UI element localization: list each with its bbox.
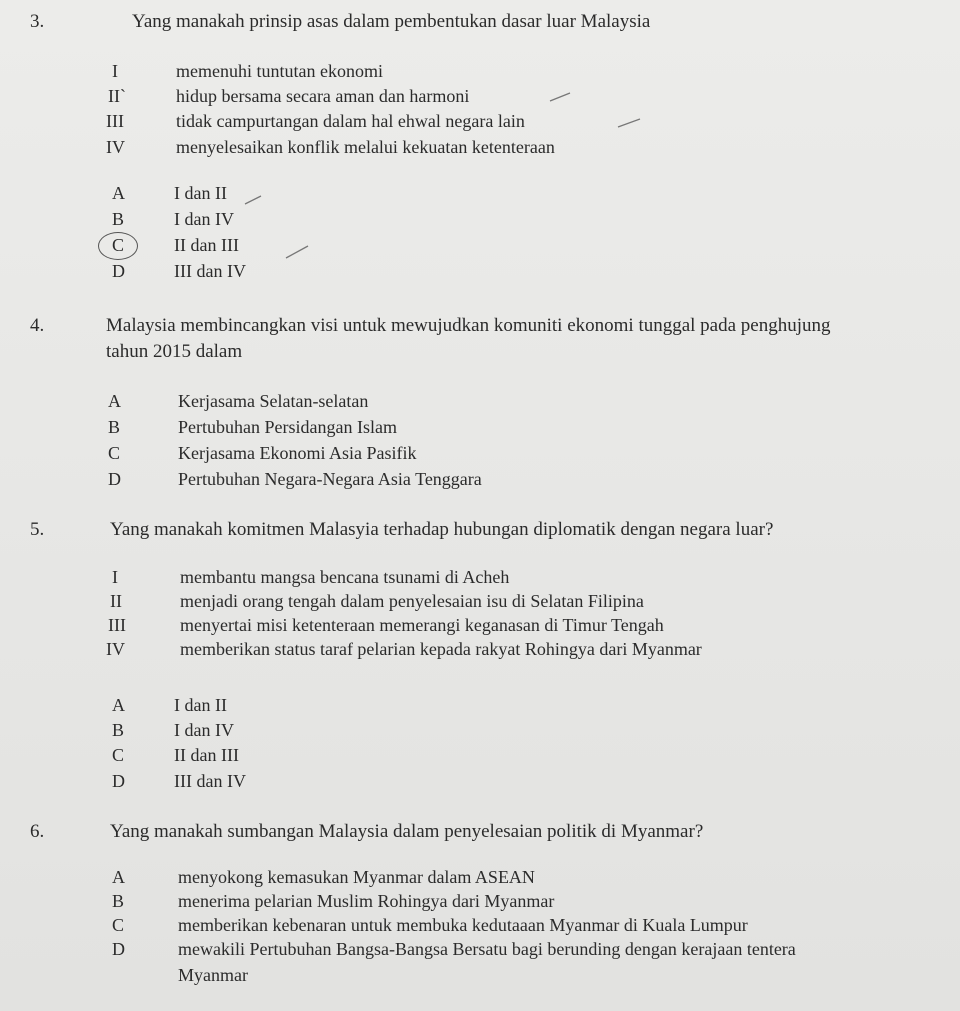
option-label: D <box>112 261 125 281</box>
statement-label: II` <box>108 86 126 106</box>
answer-circle-mark <box>98 232 138 260</box>
question-number: 6. <box>30 821 45 842</box>
option-label: D <box>108 469 121 489</box>
statement-label: I <box>112 567 118 587</box>
statement-label: I <box>112 61 118 81</box>
option-label: C <box>108 443 121 463</box>
statement-label: IV <box>106 639 125 659</box>
pencil-tick-icon <box>243 193 263 207</box>
statement-text: memberikan status taraf pelarian kepada rakyat Rohingya dari Myanmar <box>180 639 702 659</box>
option-text: II dan III <box>174 235 239 255</box>
statement-text: menyelesaikan konflik melalui kekuatan ketenteraan <box>176 137 555 157</box>
option-text: III dan IV <box>174 771 246 791</box>
option-text: I dan IV <box>174 209 234 229</box>
option-text: memberikan kebenaran untuk membuka kedutaaan Myanmar di Kuala Lumpur <box>178 915 748 935</box>
option-label: A <box>112 183 125 203</box>
option-text: menyokong kemasukan Myanmar dalam ASEAN <box>178 867 535 887</box>
statement-text: menjadi orang tengah dalam penyelesaian isu di Selatan Filipina <box>180 591 644 611</box>
pencil-tick-icon <box>548 90 572 104</box>
statement-label: II <box>110 591 122 611</box>
statement-label: III <box>106 111 124 131</box>
statement-text: memenuhi tuntutan ekonomi <box>176 61 383 81</box>
statement-text: hidup bersama secara aman dan harmoni <box>176 86 470 106</box>
statement-text: tidak campurtangan dalam hal ehwal negara lain <box>176 111 525 131</box>
question-3 <box>0 0 960 300</box>
option-text: III dan IV <box>174 261 246 281</box>
option-label: B <box>112 209 125 229</box>
option-label: A <box>112 695 125 715</box>
option-label: C <box>112 745 125 765</box>
question-5 <box>0 508 960 798</box>
option-label: B <box>112 891 125 911</box>
question-stem-continued: tahun 2015 dalam <box>106 341 243 362</box>
question-stem: Yang manakah prinsip asas dalam pembentukan dasar luar Malaysia <box>132 11 651 32</box>
question-number: 4. <box>30 315 45 336</box>
option-label: D <box>112 771 125 791</box>
question-number: 3. <box>30 11 45 32</box>
question-stem: Yang manakah sumbangan Malaysia dalam penyelesaian politik di Myanmar? <box>110 821 704 842</box>
option-text: Kerjasama Selatan-selatan <box>178 391 369 411</box>
option-text: I dan II <box>174 695 227 715</box>
question-stem: Yang manakah komitmen Malasyia terhadap hubungan diplomatik dengan negara luar? <box>110 519 774 540</box>
statement-text: membantu mangsa bencana tsunami di Acheh <box>180 567 510 587</box>
option-label: A <box>108 391 121 411</box>
option-text: menerima pelarian Muslim Rohingya dari Myanmar <box>178 891 555 911</box>
option-text: II dan III <box>174 745 239 765</box>
pencil-tick-icon <box>616 116 642 130</box>
statement-label: IV <box>106 137 125 157</box>
pencil-tick-icon <box>284 243 310 261</box>
question-4 <box>0 300 960 500</box>
option-text: mewakili Pertubuhan Bangsa-Bangsa Bersatu bagi berunding dengan kerajaan tentera <box>178 939 796 959</box>
statement-text: menyertai misi ketenteraan memerangi keganasan di Timur Tengah <box>180 615 664 635</box>
option-text: I dan II <box>174 183 227 203</box>
question-number: 5. <box>30 519 45 540</box>
option-text-continued: Myanmar <box>178 965 248 985</box>
option-label: A <box>112 867 125 887</box>
question-stem: Malaysia membincangkan visi untuk mewujudkan komuniti ekonomi tunggal pada penghujung <box>106 315 831 336</box>
option-label: C <box>112 235 125 255</box>
option-text: I dan IV <box>174 720 234 740</box>
question-6 <box>0 812 960 1011</box>
statement-label: III <box>108 615 126 635</box>
option-label: D <box>112 939 125 959</box>
option-text: Pertubuhan Persidangan Islam <box>178 417 397 437</box>
option-label: B <box>112 720 125 740</box>
option-label: B <box>108 417 121 437</box>
option-text: Kerjasama Ekonomi Asia Pasifik <box>178 443 417 463</box>
option-label: C <box>112 915 125 935</box>
option-text: Pertubuhan Negara-Negara Asia Tenggara <box>178 469 482 489</box>
